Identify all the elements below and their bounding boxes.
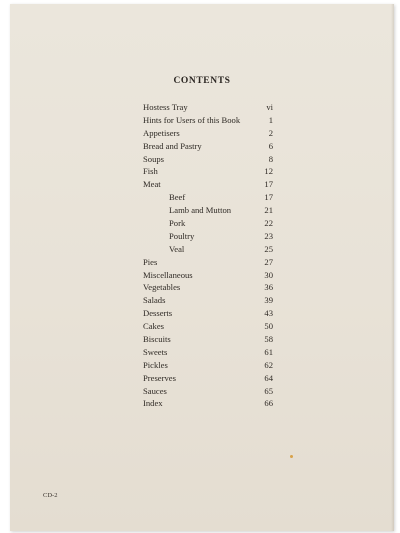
entry-title: Lamb and Mutton [169,205,232,216]
contents-entry [143,281,273,294]
contents-entry [143,101,273,114]
contents-entry [143,397,273,410]
entry-title: Fish [143,166,158,177]
contents-entry [143,204,273,217]
entry-page-number: 22 [264,218,273,229]
contents-entry [143,256,273,269]
entry-page-number: 2 [268,127,273,138]
entry-page-number: 17 [264,192,273,203]
entry-title: Desserts [143,308,173,319]
entry-title: Pork [169,218,186,229]
entry-page-number: 25 [264,243,273,254]
contents-entry [143,359,273,372]
contents-entry [143,127,273,140]
entry-page-number: 58 [264,334,273,345]
entry-page-number: 21 [264,205,273,216]
page-code: CD-2 [43,492,58,499]
contents-entry [143,346,273,359]
page-title: CONTENTS [173,76,231,86]
entry-title: Appetisers [143,127,180,138]
contents-entry [143,140,273,153]
entry-title: Sauces [143,385,167,396]
entry-page-number: 50 [264,321,273,332]
contents-entry [143,333,273,346]
contents-entry [143,385,273,398]
entry-title: Hostess Tray [143,102,188,112]
entry-title: Salads [143,295,166,306]
book-page [10,4,394,531]
contents-entry [143,165,273,178]
entry-page-number: 64 [264,372,273,383]
entry-page-number: 61 [264,346,273,357]
entry-title: Preserves [143,372,176,383]
entry-title: Biscuits [143,334,171,345]
entry-page-number: 6 [268,140,273,151]
contents-entry [143,372,273,385]
entry-page-number: 8 [268,153,273,164]
entry-page-number: 12 [264,166,273,177]
entry-page-number: 65 [264,385,273,396]
contents-entry [143,269,273,282]
entry-title: Hints for Users of this Book [143,114,241,125]
entry-page-number: 62 [264,359,273,370]
entry-page-number: 30 [264,269,273,280]
entry-title: Veal [169,243,185,254]
contents-list [143,101,273,410]
entry-page-number: 27 [264,256,273,267]
contents-entry [143,294,273,307]
entry-title: Beef [169,192,186,203]
contents-entry [143,114,273,127]
entry-page-number: 1 [268,114,273,125]
entry-page-number: 39 [264,295,273,306]
entry-title: Bread and Pastry [143,140,202,151]
contents-entry [143,307,273,320]
entry-title: Sweets [143,346,168,357]
entry-title: Vegetables [143,282,181,293]
contents-entry [143,320,273,333]
entry-page-number: 36 [264,282,273,293]
contents-entry [143,217,273,230]
entry-page-number: 17 [264,179,273,190]
entry-page-number: 43 [264,308,273,319]
entry-title: Pickles [143,359,168,370]
paper-speck [290,455,293,458]
contents-entry [143,243,273,256]
entry-title: Poultry [169,230,195,241]
entry-title: Cakes [143,321,165,332]
entry-title: Soups [143,153,165,164]
entry-title: Pies [143,256,158,267]
entry-title: Meat [143,179,161,190]
contents-entry [143,230,273,243]
entry-page-number: 23 [264,230,273,241]
contents-entry [143,153,273,166]
entry-title: Miscellaneous [143,269,193,280]
entry-title: Index [143,398,163,409]
entry-page-number: vi [266,102,273,112]
contents-entry [143,178,273,191]
contents-entry [143,191,273,204]
entry-page-number: 66 [264,398,273,409]
